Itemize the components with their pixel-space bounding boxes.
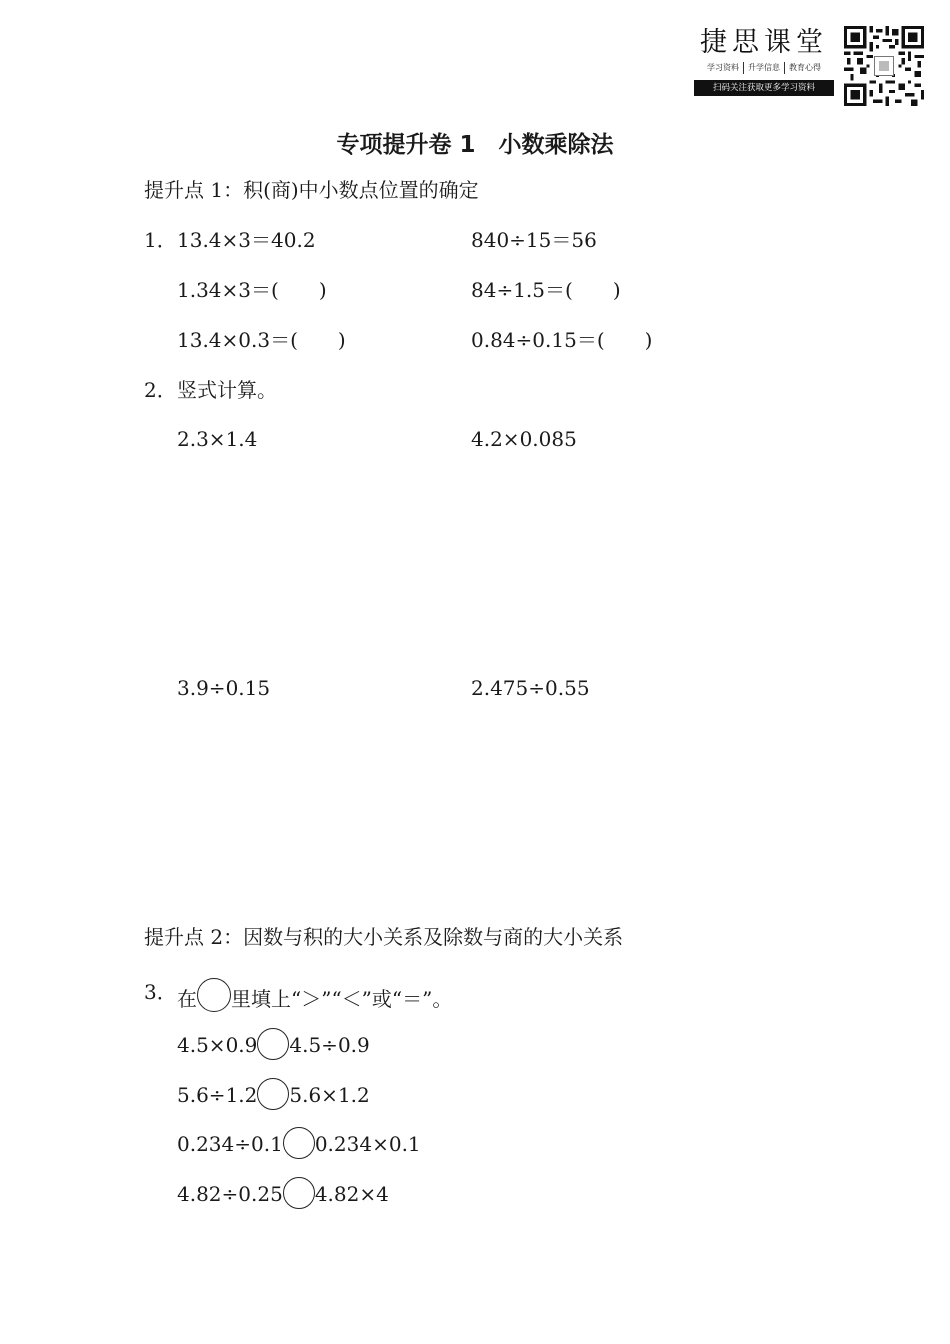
question-number-3: 3． bbox=[144, 980, 177, 1004]
q3-item bbox=[177, 1177, 389, 1209]
answer-circle[interactable] bbox=[257, 1078, 289, 1110]
q3-item bbox=[177, 1127, 421, 1159]
q2-prompt: 竖式计算。 bbox=[177, 378, 277, 402]
section-heading-2: 提升点 2：因数与积的大小关系及除数与商的大小关系 bbox=[144, 925, 624, 949]
q1-left-item: 13.4×3＝40.2 bbox=[177, 228, 316, 252]
q1-right-item: 0.84÷0.15＝( ) bbox=[471, 328, 653, 352]
answer-circle[interactable] bbox=[257, 1028, 289, 1060]
page-title: 专项提升卷 1 小数乘除法 bbox=[336, 132, 614, 158]
q1-left-item: 1.34×3＝( ) bbox=[177, 278, 327, 302]
answer-circle[interactable] bbox=[283, 1127, 315, 1159]
q1-right-item: 840÷15＝56 bbox=[471, 228, 597, 252]
q3-item-left: 4.82÷0.25 bbox=[177, 1182, 283, 1206]
q3-item-right: 4.5÷0.9 bbox=[289, 1033, 370, 1057]
q3-prompt-after: 里填上“＞”“＜”或“＝”。 bbox=[231, 987, 453, 1011]
brand-block bbox=[694, 26, 834, 96]
q2-item: 2.3×1.4 bbox=[177, 427, 258, 451]
q3-item bbox=[177, 1028, 370, 1060]
brand-tag: 学习资料 bbox=[703, 62, 744, 74]
q2-item: 4.2×0.085 bbox=[471, 427, 577, 451]
q3-item-right: 5.6×1.2 bbox=[289, 1083, 370, 1107]
q1-left-item: 13.4×0.3＝( ) bbox=[177, 328, 346, 352]
brand-tag: 教育心得 bbox=[789, 63, 821, 72]
question-number-1: 1． bbox=[144, 228, 177, 252]
brand-bar: 扫码关注获取更多学习资料 bbox=[694, 80, 834, 96]
q3-prompt bbox=[177, 978, 452, 1013]
q2-item: 2.475÷0.55 bbox=[471, 676, 590, 700]
q3-prompt-before: 在 bbox=[177, 987, 197, 1011]
q3-item-left: 4.5×0.9 bbox=[177, 1033, 258, 1057]
answer-circle-icon bbox=[197, 978, 231, 1012]
q3-item bbox=[177, 1078, 370, 1110]
q3-item-right: 4.82×4 bbox=[314, 1182, 389, 1206]
section-heading-1: 提升点 1：积(商)中小数点位置的确定 bbox=[144, 178, 479, 202]
q3-item-left: 0.234÷0.1 bbox=[177, 1132, 283, 1156]
q2-item: 3.9÷0.15 bbox=[177, 676, 271, 700]
q3-item-left: 5.6÷1.2 bbox=[177, 1083, 258, 1107]
answer-circle[interactable] bbox=[283, 1177, 315, 1209]
brand-name: 捷思课堂 bbox=[700, 27, 828, 58]
q3-item-right: 0.234×0.1 bbox=[314, 1132, 421, 1156]
q1-right-item: 84÷1.5＝( ) bbox=[471, 278, 621, 302]
qr-code-icon[interactable] bbox=[844, 26, 924, 106]
brand-tags bbox=[694, 62, 834, 74]
brand-tag: 升学信息 bbox=[744, 62, 785, 74]
question-number-2: 2． bbox=[144, 378, 177, 402]
